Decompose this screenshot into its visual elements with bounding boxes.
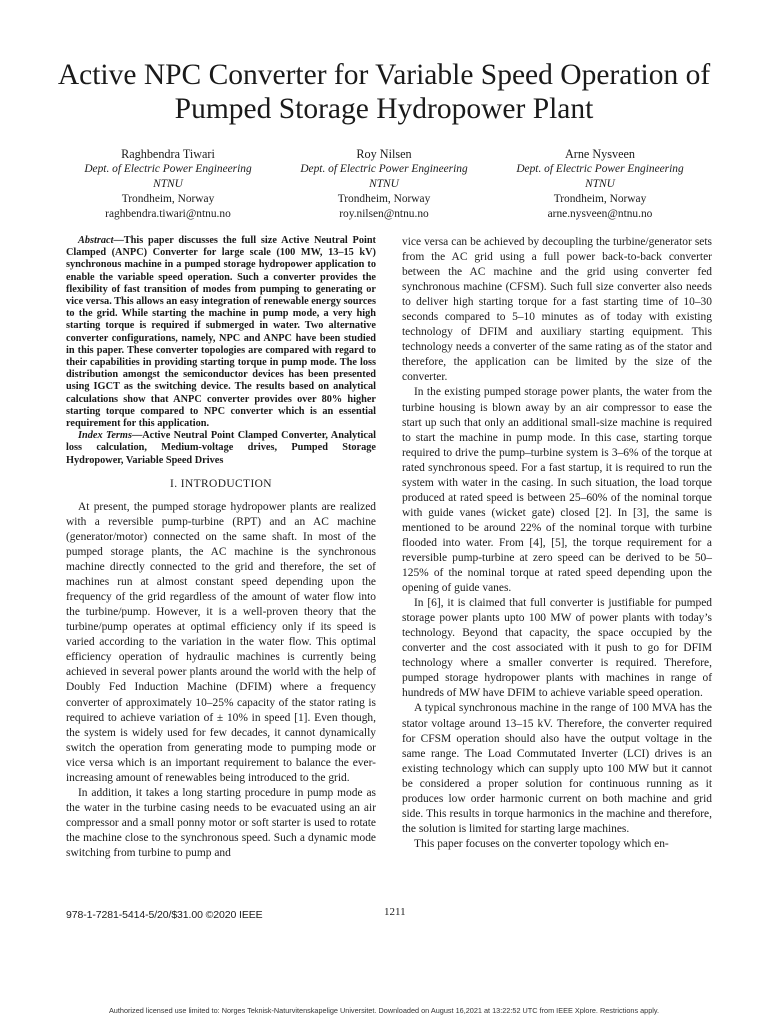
license-notice: Authorized licensed use limited to: Norges Teknisk-Naturvitenskapelige Universitet. Downloaded on August 16,2021 at 13:22:52 UTC from IEEE Xplore. Restrictions apply.: [108, 1006, 660, 1015]
left-column: [66, 235, 376, 861]
paper-title: Active NPC Converter for Variable Speed Operation of Pumped Storage Hydropower Plant: [57, 59, 711, 125]
author-1: [60, 146, 276, 222]
author-city: Trondheim, Norway: [337, 193, 431, 205]
body-paragraph: In [6], it is claimed that full converter is justifiable for pumped storage power plants upto 100 MW of power plants with today’s technology. Beyond that capacity, the space occupied by the converter and the cost associated with it push to go for DFIM technology where a smaller converter is required. Therefore, pumped storage hydropower plants with machines in range of hundreds of MW have DFIM to achieve variable speed operation.: [402, 597, 712, 700]
right-column: [402, 235, 712, 852]
copyright-footer: 978-1-7281-5414-5/20/$31.00 ©2020 IEEE: [66, 909, 263, 921]
author-email: roy.nilsen@ntnu.no: [339, 208, 429, 220]
index-terms-lead: Index Terms: [78, 430, 132, 442]
author-email: raghbendra.tiwari@ntnu.no: [105, 208, 231, 220]
author-city: Trondheim, Norway: [553, 193, 647, 205]
body-paragraph: In addition, it takes a long starting procedure in pump mode as the water in the turbine casing needs to be evacuated using an air compressor and a small ponny motor or soft starter is used to rotate the machine close to the synchronous speed. Such a dynamic mode switching from turbine to pump and: [66, 786, 376, 859]
author-name: Arne Nysveen: [564, 147, 636, 161]
body-paragraph: A typical synchronous machine in the range of 100 MVA has the stator voltage around 13–15 kV. Therefore, the converter required for CFSM operation should also have the output voltage in the same range. The Load Commutated Inverter (LCI) drives is an existing technology which can supply upto 100 MW but it cannot be considered a proper solution for continuous running as it produces low order harmonic current on both machine and grid side. This results in torque harmonics in the machine and therefore, the solution is limited for starting large machines.: [402, 702, 712, 835]
section-number: I.: [170, 477, 178, 490]
author-2: [276, 146, 492, 222]
section-first-letter: I: [180, 477, 185, 490]
body-paragraph: At present, the pumped storage hydropower plants are realized with a reversible pump-turbine (RPT) and an AC machine (generator/motor) connected on the same shaft. In most of the pumped storage plants, the AC machine is the synchronous machine directly connected to the grid and therefore, the set of machines run at almost constant speed depending upon the frequency of the grid regardless of the amount of water flow into the turbine/pump. However, it is a well-proven theory that the turbine/pump operates at optimal efficiency only if its speed is varied according to the variation in the water flow. This optimal efficiency operation of hydraulic machines is currently being achieved in several power plants around the world with the help of Doubly Fed Induction Machine (DFIM) where a frequency converter of approximately 10–25% capacity of the stator rating is required to achieve variation of ± 10% in speed [1]. Even though, the system is widely used for few decades, it cannot dynamically switch the operation from generating mode to pumping mode or vice versa which is an important requirement to balance the ever-increasing amount of renewables being introduced to the grid.: [66, 500, 376, 784]
body-paragraph: vice versa can be achieved by decoupling the turbine/generator sets from the AC grid using a full power back-to-back converter between the AC machine and the grid using converter fed synchronous machine (CFSM). Such full size converter also needs to deliver high starting torque for a fast starting time of 10–30 seconds compared to 5–10 minutes as of today with existing technology of DFIM and auxiliary starting equipment. This technology needs a converter of the same rating as of the stator and therefore, the application can be limited by the size of the converter.: [402, 236, 712, 384]
author-org: NTNU: [153, 178, 183, 190]
author-name: Roy Nilsen: [356, 147, 412, 161]
author-email: arne.nysveen@ntnu.no: [547, 208, 653, 220]
abstract-text: —This paper discusses the full size Active Neutral Point Clamped (ANPC) Converter for large scale (100 MW, 13–15 kV) synchronous machine in a pumped storage hydropower application to enable the variable speed operation. Such a converter provides the flexibility of fast transition of modes from pumping to generating or vice versa. This allows an easy integration of renewable energy sources to the grid. While starting the machine in pump mode, a very high starting torque is required if submerged in water. Two alternative converter configurations, namely, NPC and ANPC have been studied in this paper. These converter topologies are compared with regard to their capabilities in providing starting torque in pump mode. The loss distribution amongst the semiconductor devices has been presented using IGCT as the switching device. The results based on analytical calculations show that ANPC converter provides over 80% higher starting torque compared to NPC converter which is an essential requirement for this application.: [66, 235, 376, 430]
index-terms-text: —Active Neutral Point Clamped Converter, Analytical loss calculation, Medium-voltage drives, Pumped Storage Hydropower, Variable Speed Drives: [66, 430, 376, 466]
abstract-lead: Abstract: [78, 235, 114, 246]
page-number: 1211: [384, 906, 406, 918]
author-dept: Dept. of Electric Power Engineering: [84, 163, 252, 175]
index-terms: [66, 430, 376, 467]
section-heading-introduction: [66, 477, 376, 492]
author-block: [60, 146, 708, 222]
author-org: NTNU: [585, 178, 615, 190]
section-title-rest: NTRODUCTION: [184, 477, 272, 490]
author-3: [492, 146, 708, 222]
abstract: [66, 235, 376, 430]
body-paragraph: In the existing pumped storage power plants, the water from the turbine housing is blown away by an air compressor to ease the start up such that only an additional small-size machine is required to start the machine in pump mode. In this case, starting torque required to drive the pump–turbine system is 3–6% of the torque at rated synchronous speed. For a fast startup, it is required to run the system with water in the casing. In such situation, the load torque produced at rated speed is between 25–60% of the nominal torque with guide vanes (wicket gate) closed [2]. In [3], the same is mentioned to be around 22% of the nominal torque with turbine flooded into water. From [4], [5], the torque requirement for a reversible pump-turbine at zero speed can be derived to be 50–125% of the nominal torque at rated speed depending upon the opening of guide vanes.: [402, 386, 712, 595]
author-org: NTNU: [369, 178, 399, 190]
author-dept: Dept. of Electric Power Engineering: [516, 163, 684, 175]
body-paragraph: This paper focuses on the converter topology which en-: [414, 837, 669, 850]
author-name: Raghbendra Tiwari: [121, 147, 215, 161]
author-city: Trondheim, Norway: [121, 193, 215, 205]
author-dept: Dept. of Electric Power Engineering: [300, 163, 468, 175]
